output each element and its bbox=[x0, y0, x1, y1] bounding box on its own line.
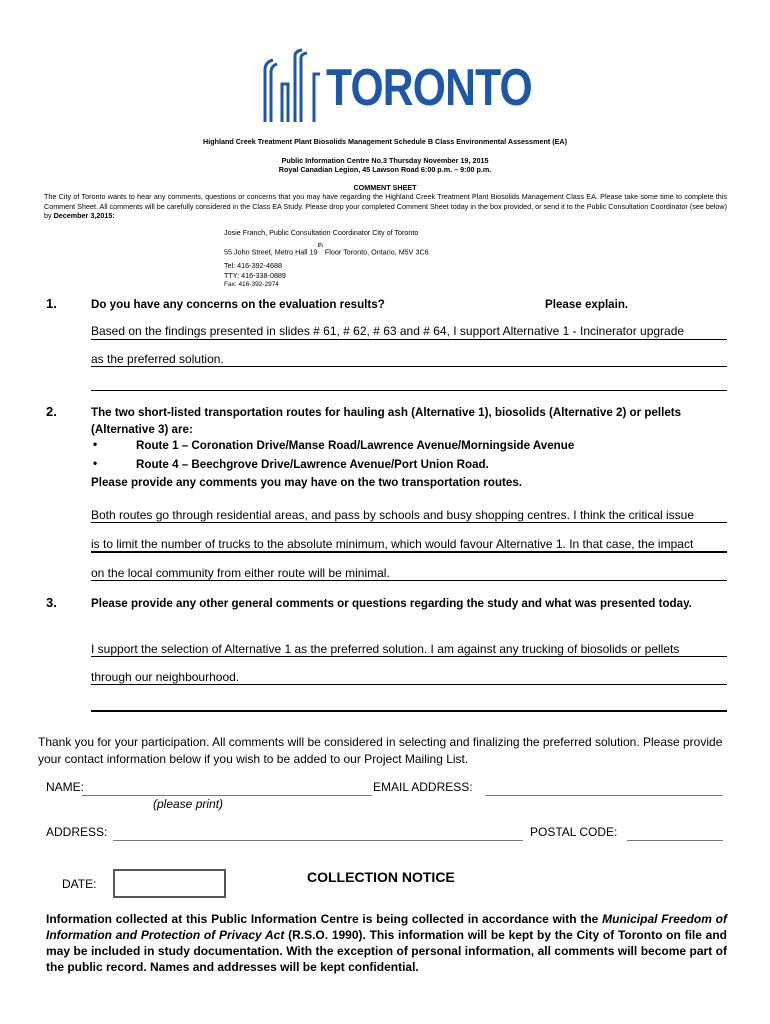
logo-wordmark: TORONTO bbox=[326, 59, 532, 117]
bullet-icon: • bbox=[93, 437, 98, 451]
question-3-answer-line-2[interactable]: through our neighbourhood. bbox=[91, 670, 240, 684]
route-1: Route 1 – Coronation Drive/Manse Road/Lawrence Avenue/Morningside Avenue bbox=[136, 439, 575, 452]
route-4: Route 4 – Beechgrove Drive/Lawrence Avenue/Port Union Road. bbox=[136, 458, 489, 471]
deadline: December 3,2015: bbox=[53, 211, 115, 220]
name-field[interactable] bbox=[82, 795, 372, 796]
thank-you-text: Thank you for your participation. All comments will be considered in selecting and finalizing the preferred solution. Please provide your contact information below if you wish to be added to our Project Mailing List. bbox=[38, 735, 723, 766]
address-field[interactable] bbox=[113, 840, 523, 841]
answer-rule bbox=[91, 390, 727, 391]
answer-rule bbox=[91, 522, 727, 523]
question-2-text: The two short-listed transportation routes for hauling ash (Alternative 1), biosolids (Alternative 2) or pellets (Alternative 3) are: bbox=[91, 406, 682, 436]
contact-tel: Tel: 416-392-4688 bbox=[224, 261, 282, 270]
question-2-prompt: Please provide any comments you may have on the two transportation routes. bbox=[91, 476, 523, 489]
answer-rule bbox=[91, 710, 727, 712]
venue-line: Royal Canadian Legion, 45 Lawson Road 6:00 p.m. – 9:00 p.m. bbox=[278, 165, 492, 174]
please-print-hint: (please print) bbox=[153, 797, 224, 811]
project-title: Highland Creek Treatment Plant Biosolids Management Schedule B Class Environmental Assessment (EA) bbox=[203, 137, 567, 146]
question-1-answer-line-2[interactable]: as the preferred solution. bbox=[91, 352, 224, 366]
answer-rule bbox=[91, 551, 727, 553]
question-3-number: 3. bbox=[46, 595, 57, 610]
collection-notice-text: Information collected at this Public Information Centre is being collected in accordance with the Municipal Freedom of Information and Protection of Privacy Act (R.S.O. 1990). This information will be kept by the City of Toronto on file and may be included in study documentation. With the exception of personal information, all comments will become part of the public record. Names and addresses will be kept confidential. bbox=[46, 912, 727, 974]
answer-rule bbox=[91, 684, 727, 685]
intro-paragraph: The City of Toronto wants to hear any comments, questions or concerns that you may have regarding the Highland Creek Treatment Plant Biosolids Management Class EA. Please take some time to complete this Comment Sheet. All comments will be carefully considered in the Class EA Study. Please drop your completed Comment Sheet today in the box provided, or send it to the Public Consultation Coordinator (see below) by December 3,2015: bbox=[44, 192, 727, 220]
contact-fax: Fax: 416-392-2974 bbox=[224, 281, 279, 288]
question-3-answer-line-1[interactable]: I support the selection of Alternative 1 as the preferred solution. I am against any trucking of biosolids or pellets bbox=[91, 642, 680, 656]
comment-sheet-title: COMMENT SHEET bbox=[353, 183, 417, 192]
date-field[interactable] bbox=[113, 869, 226, 898]
answer-rule bbox=[91, 580, 727, 581]
bullet-icon: • bbox=[93, 456, 98, 470]
question-1-aside: Please explain. bbox=[545, 298, 629, 311]
question-3-text: Please provide any other general comments or questions regarding the study and what was presented today. bbox=[91, 597, 692, 610]
email-label: EMAIL ADDRESS: bbox=[373, 780, 473, 794]
postal-code-label: POSTAL CODE: bbox=[530, 825, 618, 839]
answer-rule bbox=[91, 366, 727, 367]
city-of-toronto-logo bbox=[262, 48, 532, 124]
contact-address: 55 John Street, Metro Hall 19th Floor Toronto, Ontario, M5V 3C6 bbox=[224, 242, 429, 257]
contact-tty: TTY: 416-338-0889 bbox=[224, 271, 286, 280]
question-2-number: 2. bbox=[46, 404, 57, 419]
event-line: Public Information Centre No.3 Thursday November 19, 2015 bbox=[281, 156, 489, 165]
city-hall-icon bbox=[262, 48, 324, 124]
question-2-answer-line-3[interactable]: on the local community from either route will be minimal. bbox=[91, 566, 390, 580]
email-field[interactable] bbox=[485, 795, 723, 796]
answer-rule bbox=[91, 656, 727, 657]
address-label: ADDRESS: bbox=[46, 825, 108, 839]
question-2-answer-line-1[interactable]: Both routes go through residential areas, and pass by schools and busy shopping centres. I think the critical issue bbox=[91, 508, 695, 522]
answer-rule bbox=[91, 339, 727, 340]
question-1-answer-line-1[interactable]: Based on the findings presented in slides # 61, # 62, # 63 and # 64, I support Alternative 1 - Incinerator upgrade bbox=[91, 324, 685, 338]
postal-code-field[interactable] bbox=[627, 840, 723, 841]
collection-notice-title: COLLECTION NOTICE bbox=[307, 869, 455, 885]
question-2-answer-line-2[interactable]: is to limit the number of trucks to the absolute minimum, which would favour Alternative 1. In that case, the impact bbox=[91, 537, 694, 551]
date-label: DATE: bbox=[62, 877, 97, 891]
question-1-text: Do you have any concerns on the evaluation results? bbox=[91, 298, 385, 311]
question-1-number: 1. bbox=[46, 296, 57, 311]
name-label: NAME: bbox=[46, 780, 85, 794]
contact-name: Josie Franch, Public Consultation Coordinator City of Toronto bbox=[224, 228, 419, 237]
